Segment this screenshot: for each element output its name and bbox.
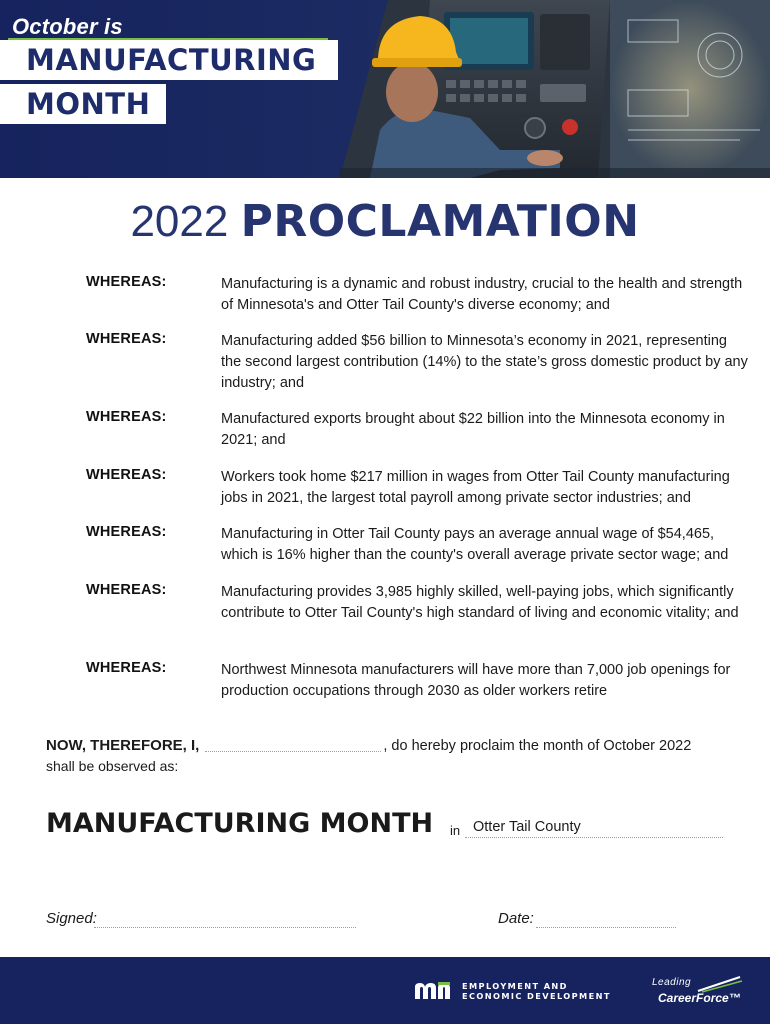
whereas-label: WHEREAS:	[86, 660, 167, 676]
kicker	[8, 11, 127, 43]
whereas-label: WHEREAS:	[86, 274, 167, 290]
footer	[0, 957, 770, 1024]
banner-title-line1-text: MANUFACTURING	[26, 43, 317, 77]
official-name-field[interactable]	[205, 736, 381, 752]
deed-logo	[414, 981, 611, 1001]
signature-field[interactable]	[94, 910, 356, 928]
manufacturing-month-title: MANUFACTURING MONTH	[46, 808, 434, 839]
banner-title-line2-text: MONTH	[26, 87, 151, 121]
proclaim-lead: NOW, THEREFORE, I,	[46, 737, 200, 754]
kicker-text: October is	[12, 14, 123, 39]
page-title-year: 2022	[130, 197, 229, 246]
whereas-label: WHEREAS:	[86, 467, 167, 483]
careerforce-tagline: Leading	[652, 977, 692, 988]
whereas-label: WHEREAS:	[86, 524, 167, 540]
in-label: in	[450, 823, 461, 838]
page-title-word: PROCLAMATION	[240, 196, 640, 247]
whereas-label: WHEREAS:	[86, 331, 167, 347]
signed-label: Signed:	[46, 910, 97, 927]
mn-logo-icon	[414, 982, 456, 1000]
county-field[interactable]: Otter Tail County	[465, 816, 723, 838]
careerforce-name: CareerForce™	[658, 991, 741, 1005]
whereas-text: Workers took home $217 million in wages from Otter Tail County manufacturing jobs in 2021, the largest total payroll among private sector industries; and	[221, 469, 730, 506]
header-banner	[0, 0, 770, 178]
banner-title-line1	[0, 40, 338, 80]
date-label: Date:	[498, 910, 534, 927]
whereas-label: WHEREAS:	[86, 409, 167, 425]
page-title	[0, 196, 770, 247]
careerforce-logo	[650, 975, 750, 1015]
observed-text: shall be observed as:	[46, 758, 179, 774]
whereas-text: Manufactured exports brought about $22 billion into the Minnesota economy in 2021; and	[221, 411, 725, 448]
whereas-text: Manufacturing in Otter Tail County pays an average annual wage of $54,465, which is 16% higher than the county's overall average private sector wage; and	[221, 526, 729, 563]
whereas-text: Northwest Minnesota manufacturers will have more than 7,000 job openings for production occupations through 2030 as older workers retire	[221, 662, 731, 699]
whereas-label: WHEREAS:	[86, 582, 167, 598]
date-field[interactable]	[536, 910, 676, 928]
proclaim-tail: , do hereby proclaim the month of October 2022	[383, 738, 692, 754]
deed-line1: EMPLOYMENT AND	[462, 981, 568, 991]
whereas-text: Manufacturing provides 3,985 highly skilled, well-paying jobs, which significantly contribute to Otter Tail County's high standard of living and economic vitality; and	[221, 584, 739, 621]
whereas-text: Manufacturing is a dynamic and robust industry, crucial to the health and strength of Minnesota's and Otter Tail County's diverse economy; and	[221, 276, 743, 313]
banner-title-line2	[0, 84, 166, 124]
deed-line2: ECONOMIC DEVELOPMENT	[462, 991, 611, 1001]
whereas-text: Manufacturing added $56 billion to Minnesota’s economy in 2021, representing the second largest contribution (14%) to the state’s gross domestic product by any industry; and	[221, 333, 748, 391]
proclaim-line	[46, 736, 746, 754]
